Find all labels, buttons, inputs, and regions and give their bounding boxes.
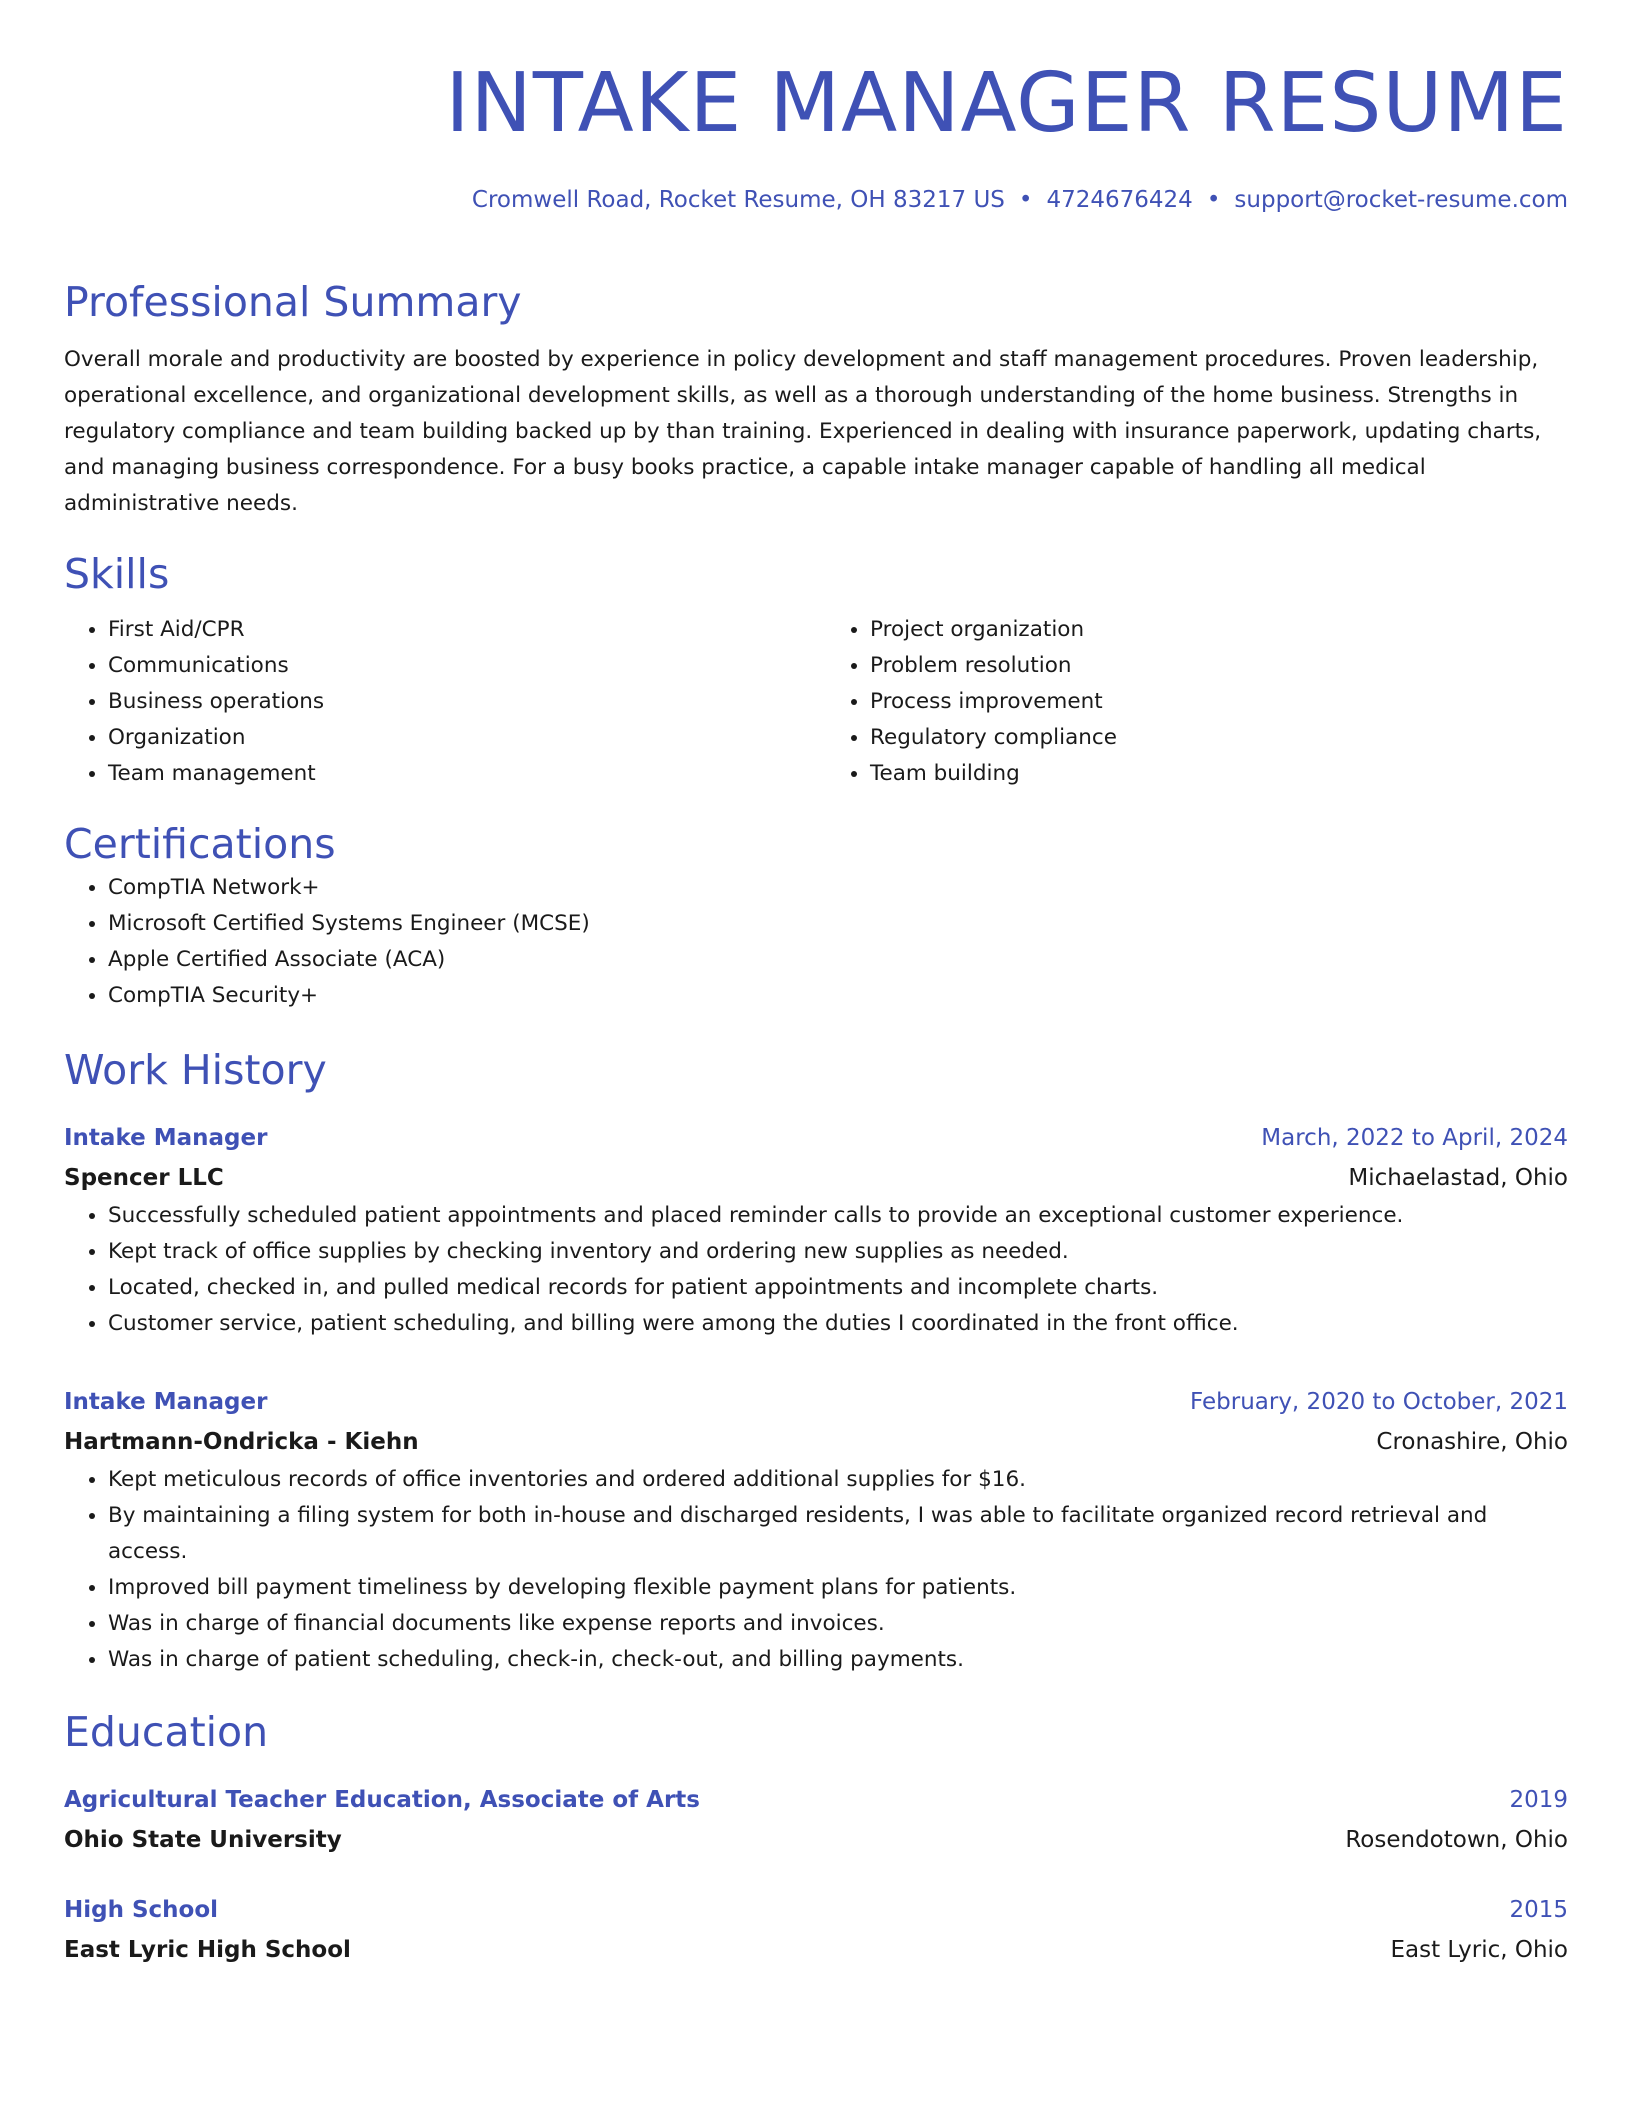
skill-item: • Business operations [108,684,806,720]
job-dates: March, 2022 to April, 2024 [1261,1125,1568,1151]
job-duty: • Located, checked in, and pulled medical records for patient appointments and incomplete charts. [108,1270,1568,1306]
job-duty: • Was in charge of financial documents like expense reports and invoices. [108,1606,1568,1642]
certification-item: • CompTIA Network+ [108,870,1568,906]
skill-item: • Communications [108,648,806,684]
summary-heading: Professional Summary [64,278,522,326]
contact-separator: • [1018,187,1033,213]
skill-item: • First Aid/CPR [108,612,806,648]
job-duties-list [64,1198,1568,1342]
job-company: Spencer LLC [64,1165,224,1191]
education-location: Rosendotown, Ohio [1345,1827,1568,1853]
education-degree: High School [64,1897,219,1923]
certification-item: • Microsoft Certified Systems Engineer (MCSE) [108,906,1568,942]
contact-line [64,184,1568,216]
skill-item: • Team management [108,756,806,792]
education-entry [64,1780,1568,1860]
education-school: Ohio State University [64,1827,342,1853]
work-history-heading: Work History [64,1046,327,1094]
education-year: 2019 [1509,1787,1568,1813]
job-duties-list [64,1462,1568,1678]
summary-text: Overall morale and productivity are boosted by experience in policy development and staff management procedures. Proven leadership, operational excellence, and organizational development skills, as well as a thorough understanding of the home business. Strengths in regulatory compliance and team building backed up by than training. Experienced in dealing with insurance paperwork, updating charts, and managing business correspondence. For a busy books practice, a capable intake manager capable of handling all medical administrative needs. [64,347,1542,516]
contact-phone: 4724676424 [1046,187,1193,213]
certifications-list [64,870,1568,1014]
job-duty: • Successfully scheduled patient appointments and placed reminder calls to provide an exceptional customer experience. [108,1198,1568,1234]
education-location: East Lyric, Ohio [1390,1937,1568,1963]
education-year: 2015 [1509,1897,1568,1923]
job-location: Michaelastad, Ohio [1348,1165,1568,1191]
skill-item: • Problem resolution [870,648,1568,684]
job-location: Cronashire, Ohio [1376,1429,1568,1455]
education-school: East Lyric High School [64,1937,351,1963]
resume-page [64,0,1568,1970]
skill-item: • Process improvement [870,684,1568,720]
skills-heading: Skills [64,550,170,598]
job-duty: • Improved bill payment timeliness by developing flexible payment plans for patients. [108,1570,1568,1606]
job-entry [64,1118,1568,1342]
resume-title: INTAKE MANAGER RESUME [445,56,1568,151]
certification-item: • Apple Certified Associate (ACA) [108,942,1568,978]
skill-item: • Team building [870,756,1568,792]
job-dates: February, 2020 to October, 2021 [1190,1389,1568,1415]
job-title: Intake Manager [64,1125,268,1151]
contact-separator: • [1206,187,1221,213]
education-degree: Agricultural Teacher Education, Associate of Arts [64,1787,700,1813]
skill-item: • Organization [108,720,806,756]
contact-address: Cromwell Road, Rocket Resume, OH 83217 US [471,187,1005,213]
job-duty: • Customer service, patient scheduling, and billing were among the duties I coordinated in the front office. [108,1306,1568,1342]
education-heading: Education [64,1708,269,1756]
contact-email: support@rocket-resume.com [1234,187,1568,213]
job-company: Hartmann-Ondricka - Kiehn [64,1429,419,1455]
job-entry [64,1382,1568,1678]
certifications-heading: Certifications [64,820,336,868]
skills-list-right [826,612,1568,792]
education-entry [64,1890,1568,1970]
job-title: Intake Manager [64,1389,268,1415]
job-duty: • Kept meticulous records of office inventories and ordered additional supplies for $16. [108,1462,1568,1498]
job-duty: • Was in charge of patient scheduling, check-in, check-out, and billing payments. [108,1642,1568,1678]
skills-list-left [64,612,806,792]
skill-item: • Project organization [870,612,1568,648]
skill-item: • Regulatory compliance [870,720,1568,756]
job-duty: • By maintaining a filing system for both in-house and discharged residents, I was able to facilitate organized record retrieval and access. [108,1498,1568,1570]
certification-item: • CompTIA Security+ [108,978,1568,1014]
skills-grid [64,612,1568,792]
job-duty: • Kept track of office supplies by checking inventory and ordering new supplies as needed. [108,1234,1568,1270]
